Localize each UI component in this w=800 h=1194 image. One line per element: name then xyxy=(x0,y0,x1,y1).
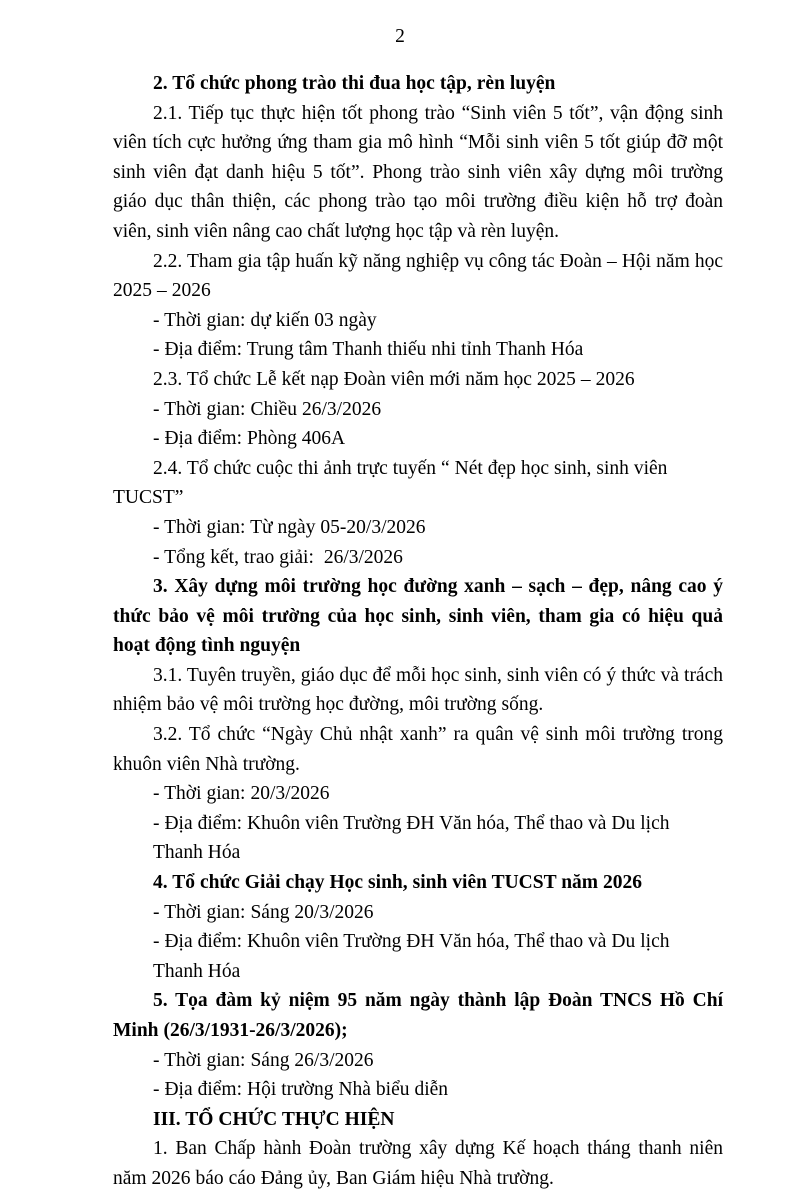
section-iii-heading: III. TỔ CHỨC THỰC HIỆN xyxy=(153,1108,395,1130)
document-body xyxy=(113,69,723,1194)
paragraph-2-1: 2.1. Tiếp tục thực hiện tốt phong trào “Sinh viên 5 tốt”, vận động sinh viên tích cực hưởng ứng tham gia mô hình “Mỗi sinh viên 5 tốt giúp đỡ một sinh viên đạt danh hiệu 5 tốt”. Phong trào sinh viên xây dựng môi trường giáo dục thân thiện, các phong trào tạo môi trường điều kiện hỗ trợ đoàn viên, sinh viên nâng cao chất lượng học tập và rèn luyện. xyxy=(113,102,723,242)
detail-4-place: - Địa điểm: Khuôn viên Trường ĐH Văn hóa, Thể thao và Du lịch Thanh Hóa xyxy=(153,931,675,982)
detail-2-3-place: - Địa điểm: Phòng 406A xyxy=(153,428,346,450)
section-5-heading: 5. Tọa đàm kỷ niệm 95 năm ngày thành lập Đoàn TNCS Hồ Chí Minh (26/3/1931-26/3/2026); xyxy=(113,990,723,1041)
paragraph-iii-1: 1. Ban Chấp hành Đoàn trường xây dựng Kế hoạch tháng thanh niên năm 2026 báo cáo Đảng ủy, Ban Giám hiệu Nhà trường. xyxy=(113,1138,723,1189)
paragraph-2-3: 2.3. Tổ chức Lễ kết nạp Đoàn viên mới năm học 2025 – 2026 xyxy=(153,368,635,390)
detail-2-2-time: - Thời gian: dự kiến 03 ngày xyxy=(153,309,377,331)
paragraph-2-4: 2.4. Tổ chức cuộc thi ảnh trực tuyến “ Nét đẹp học sinh, sinh viên TUCST” xyxy=(113,457,668,509)
section-4-heading: 4. Tổ chức Giải chạy Học sinh, sinh viên TUCST năm 2026 xyxy=(153,872,643,894)
detail-2-4-summary: - Tổng kết, trao giải: 26/3/2026 xyxy=(153,546,403,568)
paragraph-3-2: 3.2. Tổ chức “Ngày Chủ nhật xanh” ra quân vệ sinh môi trường trong khuôn viên Nhà trường. xyxy=(113,724,723,775)
detail-3-2-place: - Địa điểm: Khuôn viên Trường ĐH Văn hóa, Thể thao và Du lịch Thanh Hóa xyxy=(153,812,675,864)
page-number: 2 xyxy=(395,26,405,47)
detail-3-2-time: - Thời gian: 20/3/2026 xyxy=(153,783,330,805)
detail-5-time: - Thời gian: Sáng 26/3/2026 xyxy=(153,1049,374,1071)
section-2-heading: 2. Tổ chức phong trào thi đua học tập, rèn luyện xyxy=(153,73,556,94)
paragraph-2-2: 2.2. Tham gia tập huấn kỹ năng nghiệp vụ công tác Đoàn – Hội năm học 2025 – 2026 xyxy=(113,250,723,302)
detail-2-3-time: - Thời gian: Chiều 26/3/2026 xyxy=(153,398,382,420)
section-3-heading: 3. Xây dựng môi trường học đường xanh – sạch – đẹp, nâng cao ý thức bảo vệ môi trường của học sinh, sinh viên, tham gia có hiệu quả hoạt động tình nguyện xyxy=(113,576,723,657)
detail-5-place: - Địa điểm: Hội trường Nhà biểu diễn xyxy=(153,1079,449,1101)
paragraph-3-1: 3.1. Tuyên truyền, giáo dục để mỗi học sinh, sinh viên có ý thức và trách nhiệm bảo vệ môi trường học đường, môi trường sống. xyxy=(113,664,723,716)
detail-4-time: - Thời gian: Sáng 20/3/2026 xyxy=(153,901,374,923)
detail-2-4-time: - Thời gian: Từ ngày 05-20/3/2026 xyxy=(153,516,426,538)
detail-2-2-place: - Địa điểm: Trung tâm Thanh thiếu nhi tỉnh Thanh Hóa xyxy=(153,339,584,361)
